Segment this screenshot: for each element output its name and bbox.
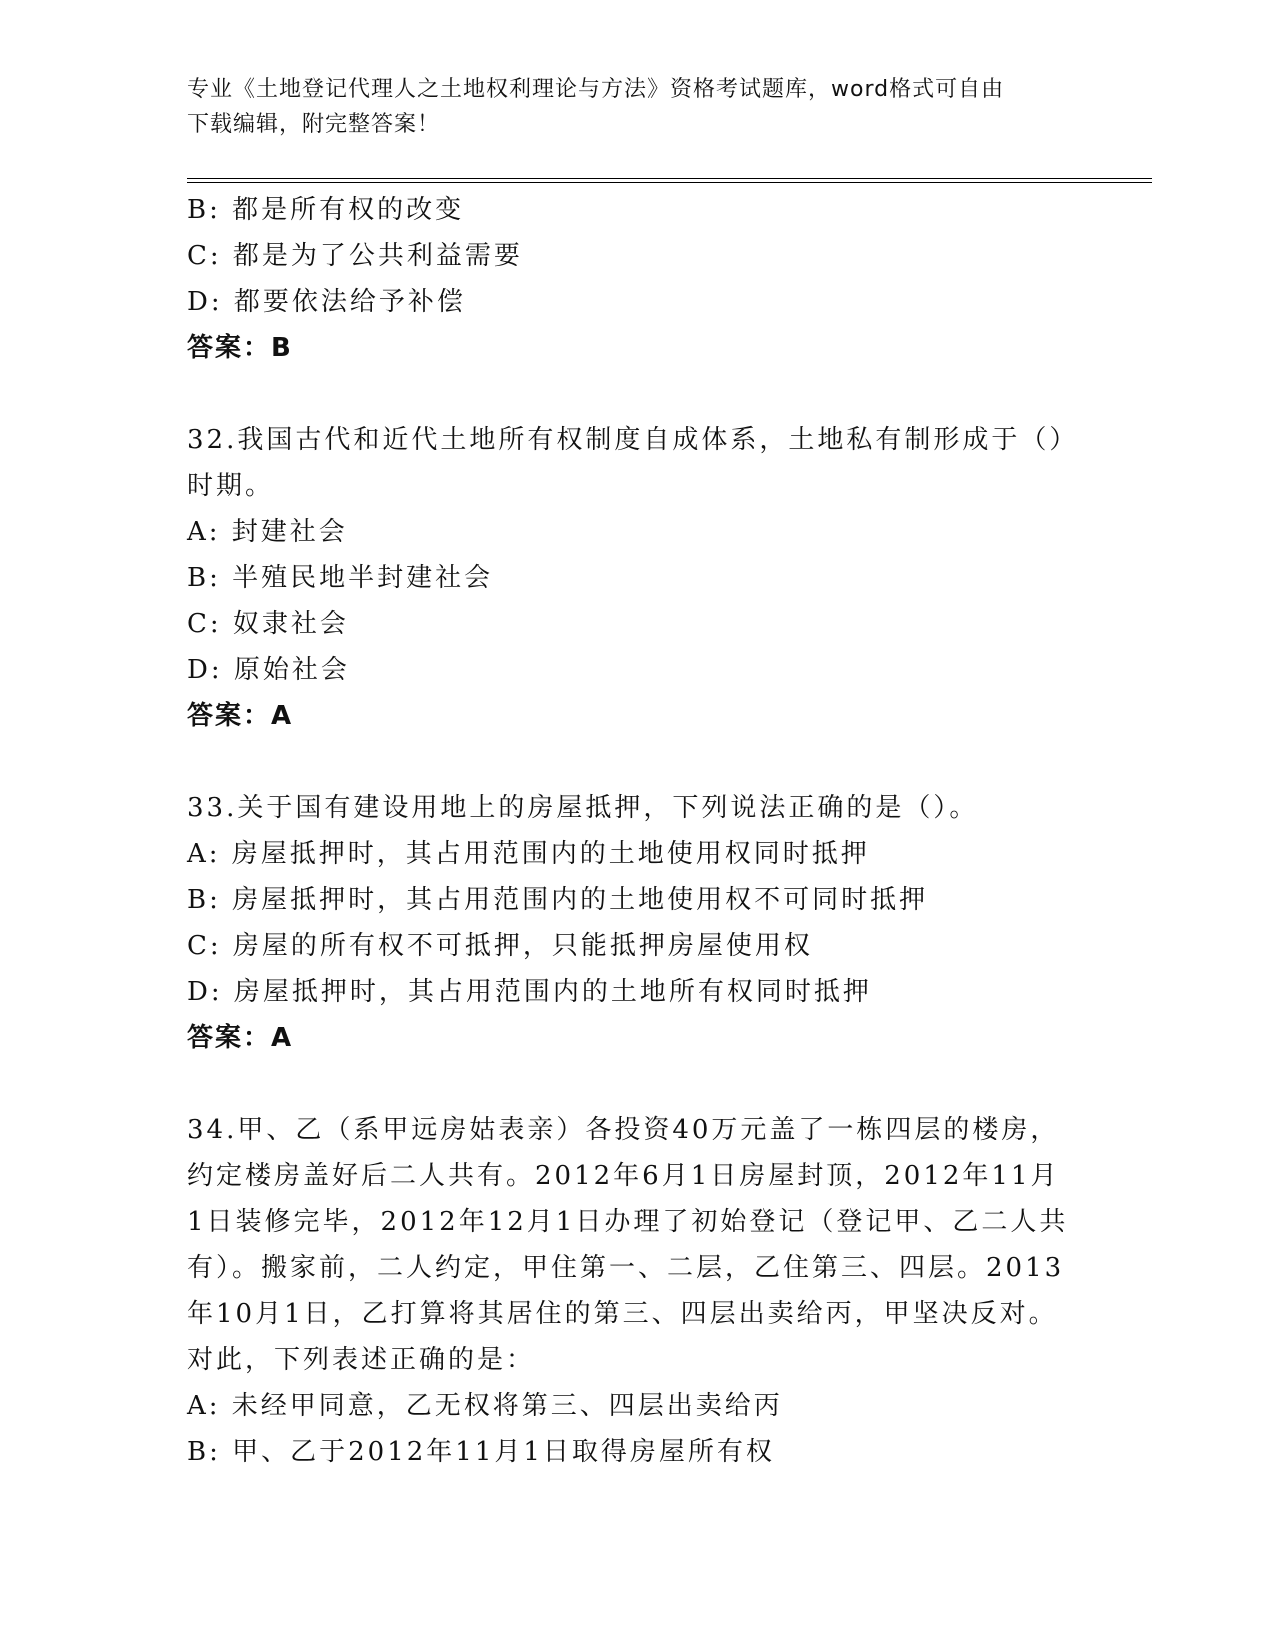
question-34: [187, 1107, 1107, 1475]
question-34-stem-line-2: 约定楼房盖好后二人共有。2012年6月1日房屋封顶，2012年11月: [187, 1161, 1060, 1191]
question-32-stem-line-1: 32.我国古代和近代土地所有权制度自成体系，土地私有制形成于（）: [187, 425, 1079, 455]
question-34-option-a: A: 未经甲同意，乙无权将第三、四层出卖给丙: [187, 1391, 783, 1421]
question-33-stem-line-1: 33.关于国有建设用地上的房屋抵押，下列说法正确的是（）。: [187, 793, 979, 823]
header-divider-bottom: [187, 182, 1152, 183]
spacer: [187, 1061, 1107, 1107]
header-line-2: 下载编辑，附完整答案！: [187, 112, 441, 137]
question-32-option-d: D: 原始社会: [187, 655, 350, 685]
question-34-stem-line-1: 34.甲、乙（系甲远房姑表亲）各投资40万元盖了一栋四层的楼房，: [187, 1115, 1060, 1145]
question-34-stem-line-3: 1日装修完毕，2012年12月1日办理了初始登记（登记甲、乙二人共: [187, 1207, 1069, 1237]
question-31-fragment: [187, 187, 1107, 371]
spacer: [187, 739, 1107, 785]
question-33-option-a: A: 房屋抵押时，其占用范围内的土地使用权同时抵押: [187, 839, 870, 869]
question-32-stem-line-2: 时期。: [187, 471, 275, 501]
question-32-option-a: A: 封建社会: [187, 517, 348, 547]
question-33-option-c: C: 房屋的所有权不可抵押，只能抵押房屋使用权: [187, 931, 813, 961]
question-31-option-d: D: 都要依法给予补偿: [187, 287, 466, 317]
question-34-stem-line-5: 年10月1日，乙打算将其居住的第三、四层出卖给丙，甲坚决反对。: [187, 1299, 1058, 1329]
question-34-stem-line-6: 对此，下列表述正确的是：: [187, 1345, 536, 1375]
question-32: [187, 417, 1107, 739]
page-header: [187, 72, 1067, 142]
question-32-answer: 答案：A: [187, 701, 294, 731]
question-31-option-c: C: 都是为了公共利益需要: [187, 241, 523, 271]
question-34-option-b: B: 甲、乙于2012年11月1日取得房屋所有权: [187, 1437, 775, 1467]
question-32-option-c: C: 奴隶社会: [187, 609, 349, 639]
question-33-answer: 答案：A: [187, 1023, 294, 1053]
header-line-1: 专业《土地登记代理人之土地权利理论与方法》资格考试题库，word格式可自由: [187, 77, 1005, 102]
question-33: [187, 785, 1107, 1061]
question-34-stem-line-4: 有）。搬家前，二人约定，甲住第一、二层，乙住第三、四层。2013: [187, 1253, 1065, 1283]
header-divider-top: [187, 178, 1152, 179]
question-31-option-b: B: 都是所有权的改变: [187, 195, 465, 225]
question-33-option-b: B: 房屋抵押时，其占用范围内的土地使用权不可同时抵押: [187, 885, 929, 915]
question-31-answer: 答案：B: [187, 333, 293, 363]
spacer: [187, 371, 1107, 417]
question-32-option-b: B: 半殖民地半封建社会: [187, 563, 494, 593]
question-content: [187, 187, 1107, 1475]
question-33-option-d: D: 房屋抵押时，其占用范围内的土地所有权同时抵押: [187, 977, 872, 1007]
